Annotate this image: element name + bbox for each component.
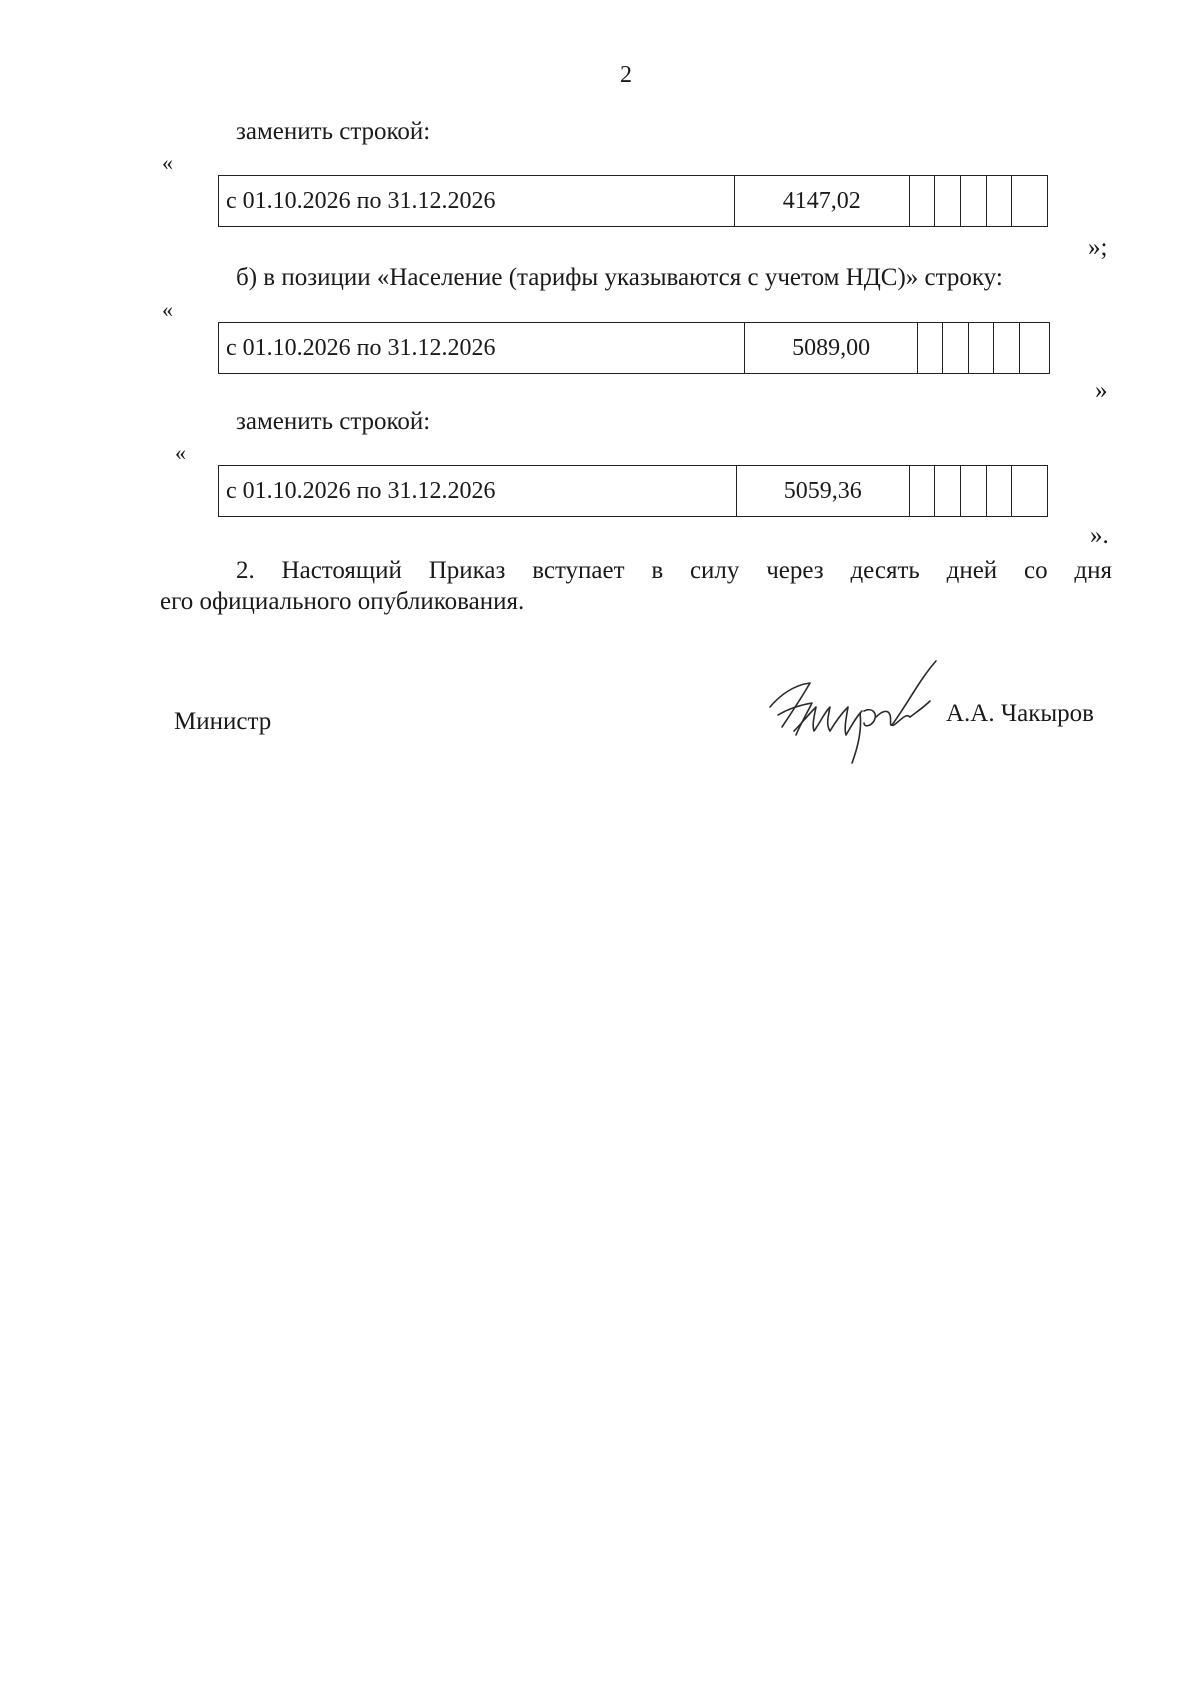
value-cell: 4147,02 <box>734 176 909 227</box>
block3-intro: заменить строкой: <box>236 408 431 435</box>
block3-close-quote: ». <box>1090 522 1109 549</box>
empty-cell <box>961 466 987 517</box>
block1-open-quote: « <box>162 150 173 175</box>
block3-open-quote: « <box>175 440 186 465</box>
empty-cell <box>935 176 961 227</box>
table-row <box>219 323 1050 374</box>
value-cell: 5059,36 <box>736 466 909 517</box>
block1-table <box>218 175 1048 227</box>
empty-cell <box>909 176 935 227</box>
empty-cell <box>968 323 993 374</box>
empty-cell <box>943 323 968 374</box>
block3-table <box>218 465 1048 517</box>
signoff-position: Министр <box>174 708 272 735</box>
table-row <box>219 466 1048 517</box>
table-row <box>219 176 1048 227</box>
signature-image <box>760 655 950 775</box>
block1-close-quote: »; <box>1088 234 1108 261</box>
clause2-line2: его официального опубликования. <box>160 588 525 615</box>
page-number: 2 <box>620 62 632 88</box>
empty-cell <box>986 466 1012 517</box>
block2-close-quote: » <box>1095 377 1108 404</box>
empty-cell <box>909 466 935 517</box>
clause2-line1: 2. Настоящий Приказ вступает в силу через десять дней со дня <box>236 557 1112 584</box>
block2-intro: б) в позиции «Население (тарифы указываются с учетом НДС)» строку: <box>236 264 1003 291</box>
block1-intro: заменить строкой: <box>236 118 431 145</box>
empty-cell <box>961 176 987 227</box>
block2-open-quote: « <box>162 297 173 322</box>
value-cell: 5089,00 <box>745 323 918 374</box>
empty-cell <box>918 323 943 374</box>
empty-cell <box>935 466 961 517</box>
period-cell: с 01.10.2026 по 31.12.2026 <box>219 323 745 374</box>
signoff-name: А.А. Чакыров <box>946 700 1094 727</box>
empty-cell <box>1012 176 1048 227</box>
empty-cell <box>994 323 1019 374</box>
empty-cell <box>1012 466 1048 517</box>
period-cell: с 01.10.2026 по 31.12.2026 <box>219 466 737 517</box>
period-cell: с 01.10.2026 по 31.12.2026 <box>219 176 735 227</box>
block2-table <box>218 322 1050 374</box>
empty-cell <box>1019 323 1049 374</box>
empty-cell <box>986 176 1012 227</box>
